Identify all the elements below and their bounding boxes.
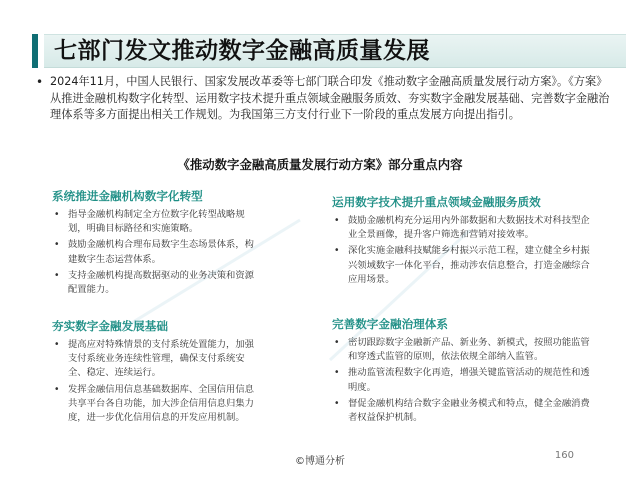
- section-heading: 系统推进金融机构数字化转型: [52, 189, 203, 203]
- list-item: • 提高应对特殊情景的支付系统处置能力，加强支付系统业务连续性管理，确保支付系统安全、稳定、连续运行。: [52, 338, 257, 381]
- list-item: • 鼓励金融机构充分运用内外部数据和大数据技术对科技型企业全景画像，提升客户筛选和营销对接效率。: [332, 214, 592, 242]
- section-foundation: [52, 318, 257, 427]
- list-item: • 深化实施金融科技赋能乡村振兴示范工程，建立健全乡村振兴领域数字一体化平台，推动涉农信息整合，打造金融综合应用场景。: [332, 244, 592, 287]
- list-item: • 推动监管流程数字化再造，增强关键监管活动的规范性和透明度。: [332, 366, 592, 394]
- section-heading: 完善数字金融治理体系: [332, 317, 448, 331]
- page-title: 七部门发文推动数字金融高质量发展: [54, 38, 430, 64]
- list-item: • 鼓励金融机构合理布局数字生态场景体系，构建数字生态运营体系。: [52, 238, 257, 266]
- section-governance: [332, 316, 592, 427]
- bullet-list: [52, 208, 257, 297]
- intro-bullet-icon: •: [36, 75, 44, 89]
- list-item: • 督促金融机构结合数字金融业务模式和特点，健全金融消费者权益保护机制。: [332, 397, 592, 425]
- bullet-list: [332, 214, 592, 287]
- footer-source: ©博通分析: [295, 456, 345, 467]
- bullet-list: [52, 338, 257, 425]
- section-heading: 运用数字技术提升重点领域金融服务质效: [332, 195, 541, 209]
- list-item: • 密切跟踪数字金融新产品、新业务、新模式，按照功能监管和穿透式监管的原则，依法依规全部纳入监管。: [332, 336, 592, 364]
- section-digital-transformation: [52, 188, 257, 299]
- list-item: • 发挥金融信用信息基础数据库、全国信用信息共享平台各自功能，加大涉企信用信息归集力度，进一步优化信用信息的开发应用机制。: [52, 383, 257, 426]
- intro-paragraph: 2024年11月，中国人民银行、国家发展改革委等七部门联合印发《推动数字金融高质量发展行动方案》。《方案》从推进金融机构数字化转型、运用数字技术提升重点领域金融服务质效、夯实数字金融发展基础、完善数字金融治理体系等多方面提出相关工作规划。为我国第三方支付行业下一阶段的重点发展方向提出指引。: [50, 75, 610, 121]
- bullet-list: [332, 336, 592, 425]
- section-heading: 夯实数字金融发展基础: [52, 319, 168, 333]
- section-key-areas: [332, 194, 592, 289]
- list-item: • 支持金融机构提高数据驱动的业务决策和资源配置能力。: [52, 269, 257, 297]
- section-subtitle: 《推动数字金融高质量发展行动方案》部分重点内容: [177, 157, 463, 172]
- title-accent-bar: [32, 34, 38, 68]
- page-number: 160: [554, 450, 574, 461]
- list-item: • 指导金融机构制定全方位数字化转型战略规划，明确目标路径和实施策略。: [52, 208, 257, 236]
